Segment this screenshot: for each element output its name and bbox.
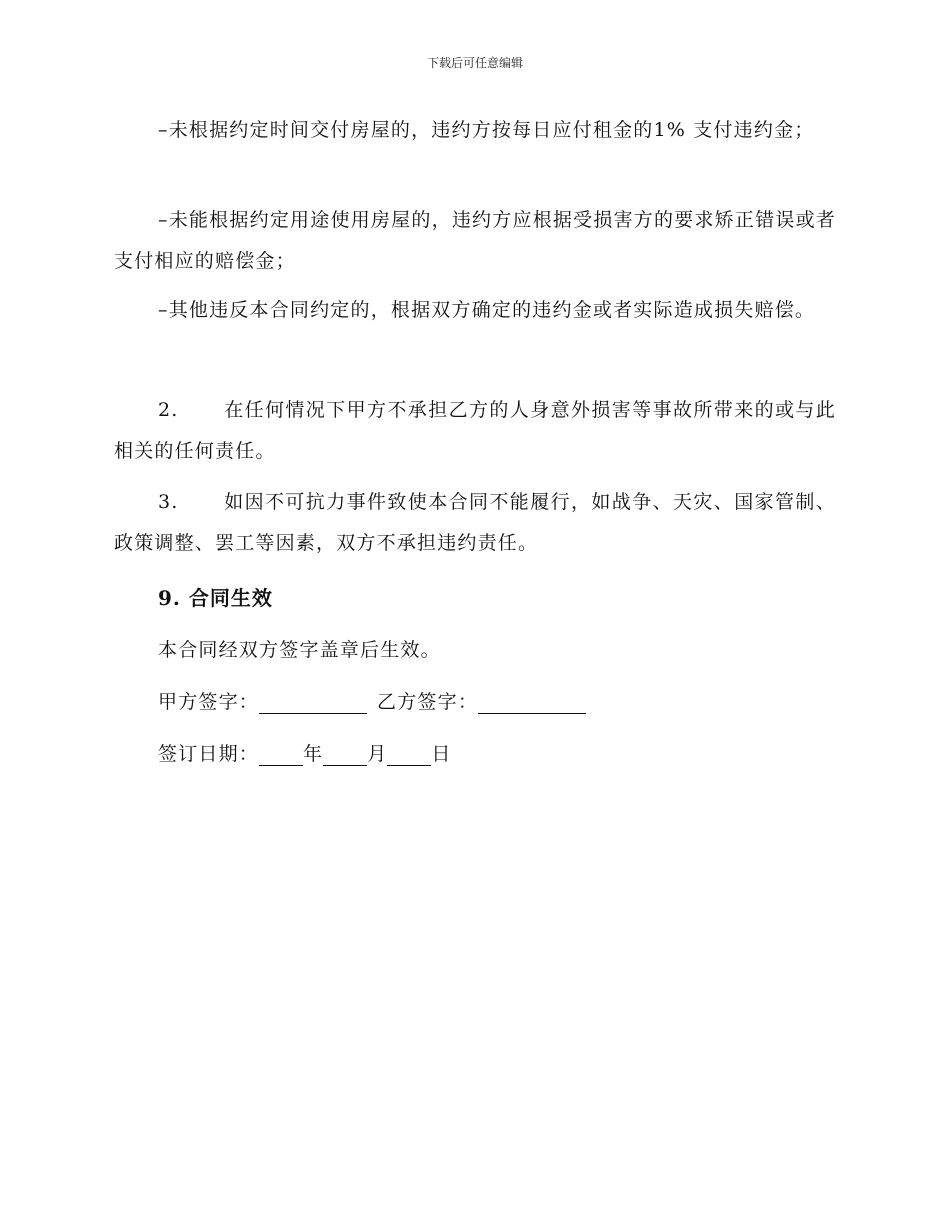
date-line xyxy=(158,734,452,775)
section-heading: 9. 合同生效 xyxy=(158,586,273,610)
clause-text: 在任何情况下甲方不承担乙方的人身意外损害等事故所带来的或与此相关的任何责任。 xyxy=(114,399,836,462)
page-header: 下载后可任意编辑 xyxy=(426,56,523,70)
party-a-signature-blank[interactable] xyxy=(259,685,367,714)
clause-number: 2. xyxy=(158,399,179,421)
numbered-paragraph xyxy=(114,390,836,472)
year-label: 年 xyxy=(303,743,324,765)
day-blank[interactable] xyxy=(387,737,431,766)
party-a-label: 甲方签字： xyxy=(158,691,260,713)
clause-3 xyxy=(114,482,836,564)
clause-other-breach xyxy=(114,290,836,331)
paragraph-text: –未能根据约定用途使用房屋的，违约方应根据受损害方的要求矫正错误或者支付相应的赔偿金； xyxy=(114,209,836,272)
clause-2 xyxy=(114,390,836,472)
signature-line xyxy=(158,682,596,723)
paragraph-text: –其他违反本合同约定的，根据双方确定的违约金或者实际造成损失赔偿。 xyxy=(158,299,816,321)
month-blank[interactable] xyxy=(323,737,367,766)
numbered-paragraph xyxy=(114,482,836,564)
effect-statement: 本合同经双方签字盖章后生效。 xyxy=(158,639,441,661)
clause-late-delivery xyxy=(114,110,836,151)
month-label: 月 xyxy=(367,743,388,765)
year-blank[interactable] xyxy=(259,737,303,766)
party-b-signature-blank[interactable] xyxy=(478,685,586,714)
party-b-label: 乙方签字： xyxy=(377,691,479,713)
paragraph-text: –未根据约定时间交付房屋的，违约方按每日应付租金的1% 支付违约金； xyxy=(158,119,815,141)
clause-improper-use xyxy=(114,200,836,282)
clause-text: 如因不可抗力事件致使本合同不能履行，如战争、天灾、国家管制、政策调整、罢工等因素，双方不承担违约责任。 xyxy=(114,491,836,554)
clause-number: 3. xyxy=(158,491,179,513)
day-label: 日 xyxy=(431,743,452,765)
date-label: 签订日期： xyxy=(158,743,260,765)
